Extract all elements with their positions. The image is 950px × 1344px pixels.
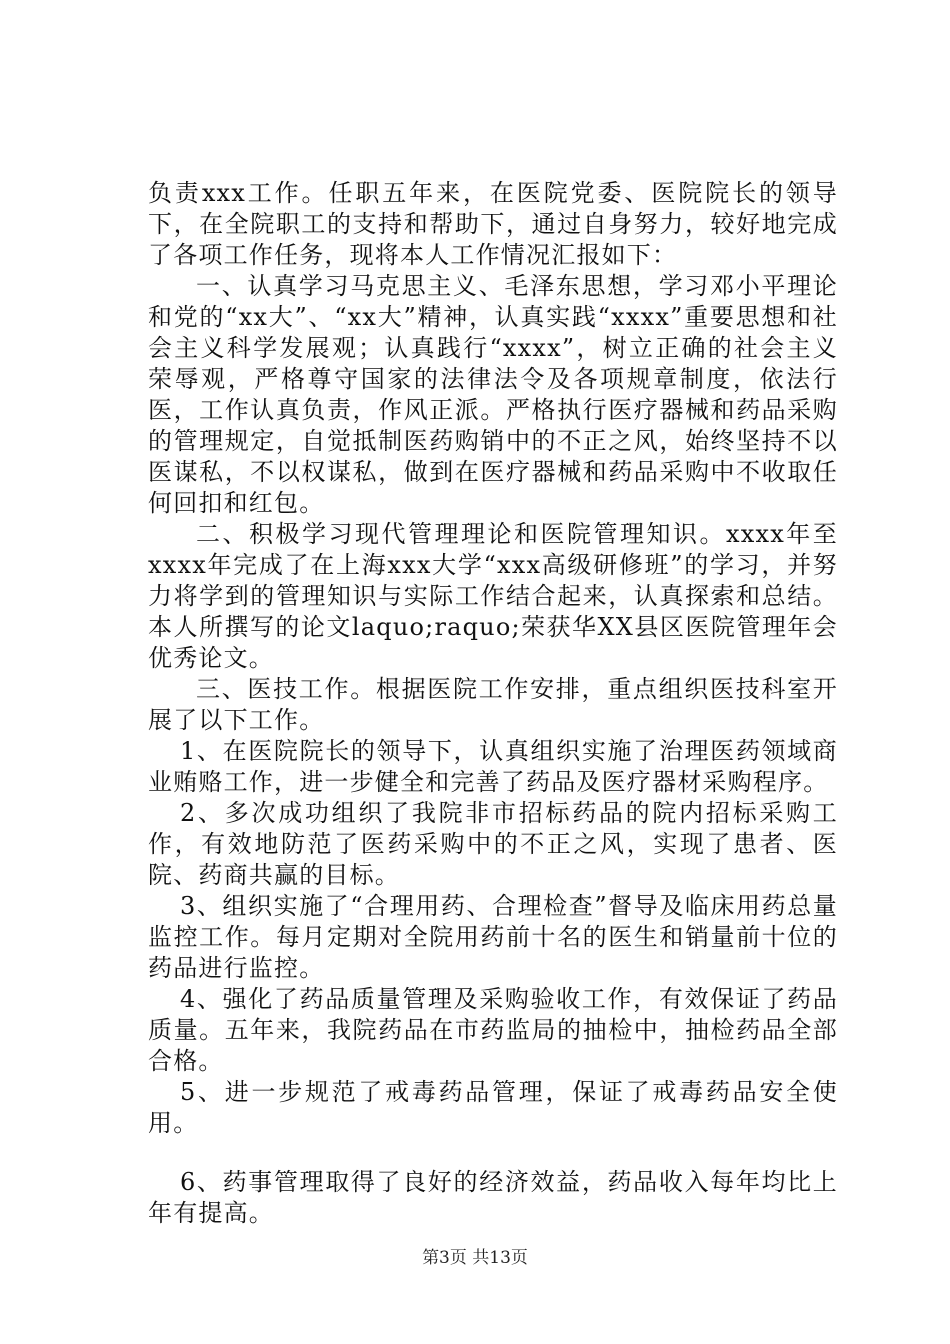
paragraph-intro: 负责xxx工作。任职五年来，在医院党委、医院院长的领导下，在全院职工的支持和帮助下，通过自身努力，较好地完成了各项工作任务，现将本人工作情况汇报如下： [148, 179, 838, 269]
list-item-6: 6、药事管理取得了良好的经济效益，药品收入每年均比上年有提高。 [148, 1168, 838, 1227]
list-item-2: 2、多次成功组织了我院非市招标药品的院内招标采购工作，有效地防范了医药采购中的不正之风，实现了患者、医院、药商共赢的目标。 [148, 799, 838, 889]
list-item-1: 1、在医院院长的领导下，认真组织实施了治理医药领域商业贿赂工作，进一步健全和完善了药品及医疗器材采购程序。 [148, 737, 838, 796]
paragraph-section-2: 二、积极学习现代管理理论和医院管理知识。xxxx年至xxxx年完成了在上海xxx大学“xxx高级研修班”的学习，并努力将学到的管理知识与实际工作结合起来，认真探索和总结。本人所撰写的论文laquo;raquo;荣获华XX县区医院管理年会优秀论文。 [148, 520, 838, 672]
list-item-3: 3、组织实施了“合理用药、合理检查”督导及临床用药总量监控工作。每月定期对全院用药前十名的医生和销量前十位的药品进行监控。 [148, 892, 838, 982]
page-number-footer: 第3页 共13页 [422, 1248, 528, 1268]
list-item-5: 5、进一步规范了戒毒药品管理，保证了戒毒药品安全使用。 [148, 1078, 838, 1137]
paragraph-section-3: 三、医技工作。根据医院工作安排，重点组织医技科室开展了以下工作。 [148, 675, 838, 734]
document-body [148, 178, 838, 1229]
list-item-4: 4、强化了药品质量管理及采购验收工作，有效保证了药品质量。五年来，我院药品在市药监局的抽检中，抽检药品全部合格。 [148, 985, 838, 1075]
paragraph-section-1: 一、认真学习马克思主义、毛泽东思想，学习邓小平理论和党的“xx大”、“xx大”精神，认真实践“xxxx”重要思想和社会主义科学发展观；认真践行“xxxx”，树立正确的社会主义荣辱观，严格尊守国家的法律法令及各项规章制度，依法行医，工作认真负责，作风正派。严格执行医疗器械和药品采购的管理规定，自觉抵制医药购销中的不正之风，始终坚持不以医谋私，不以权谋私，做到在医疗器械和药品采购中不收取任何回扣和红包。 [148, 272, 838, 517]
